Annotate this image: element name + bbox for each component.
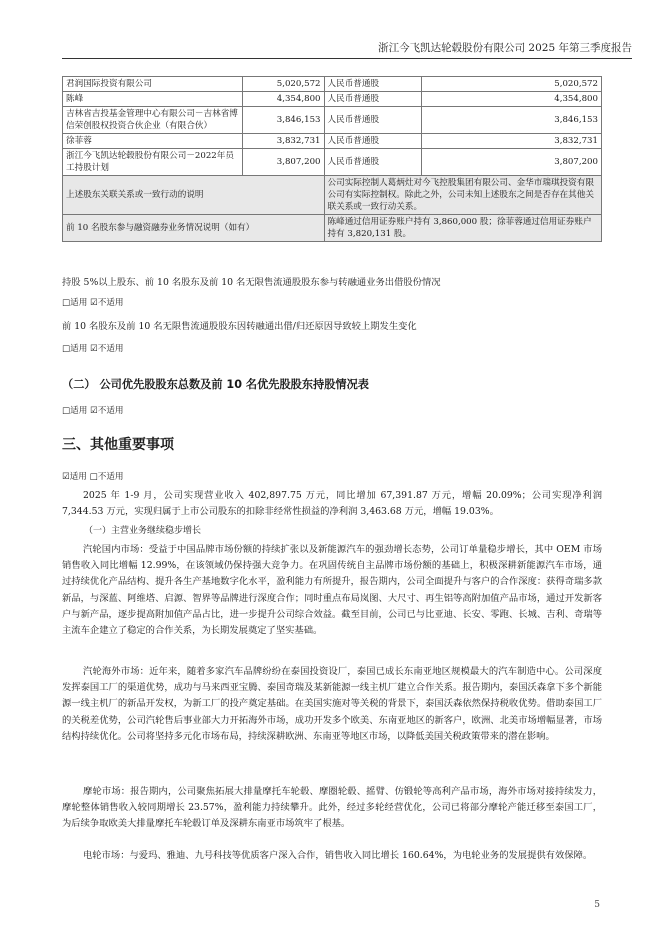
relation-label: 上述股东关联关系或一致行动的说明 (63, 176, 325, 215)
preferred-applicable-mark: □适用 ☑不适用 (62, 406, 124, 416)
share-count: 3,832,731 (422, 134, 602, 149)
share-type: 人民币普通股 (324, 134, 422, 149)
lending-applicable-mark: □适用 ☑不适用 (62, 298, 124, 308)
table-row (63, 149, 602, 176)
table-row (63, 92, 602, 107)
change-applicable-mark: □适用 ☑不适用 (62, 344, 124, 354)
holder-name: 浙江今飞凯达轮毂股份有限公司－2022年员工持股计划 (63, 149, 243, 176)
holder-name: 陈峰 (63, 92, 243, 107)
page-header: 浙江今飞凯达轮毂股份有限公司 2025 年第三季度报告 (62, 40, 632, 59)
holder-name: 吉林省吉投基金管理中心有限公司－吉林省博信荣创股权投资合伙企业（有限合伙） (63, 107, 243, 134)
revenue-paragraph: 2025 年 1-9 月，公司实现营业收入 402,897.75 万元，同比增加 67,391.87 万元，增幅 20.09%；公司实现净利润 7,344.53 万元，实现归属于上市公司股东的扣除非经常性损益的净利润 3,463.68 万元，增幅 19.03%。 (62, 490, 602, 518)
share-type: 人民币普通股 (324, 149, 422, 176)
e-wheel-paragraph: 电轮市场：与爱玛、雅迪、九号科技等优质客户深入合作，销售收入同比增长 160.64%，为电轮业务的发展提供有效保障。 (83, 850, 593, 861)
relation-text: 公司实际控制人葛炳灶对今飞控股集团有限公司、金华市瑞琪投资有限公司有实际控制权。除此之外，公司未知上述股东之间是否存在其他关联关系或一致行动关系。 (324, 176, 601, 215)
other-matters-heading: 三、其他重要事项 (62, 437, 174, 453)
change-text: 前 10 名股东及前 10 名无限售流通股股东因转融通出借/归还原因导致较上期发生变化 (62, 321, 417, 332)
relation-row (63, 176, 602, 215)
holder-name: 君润国际投资有限公司 (63, 77, 243, 92)
margin-text: 陈峰通过信用证券账户持有 3,860,000 股；徐菲蓉通过信用证券账户持有 3,820,131 股。 (324, 215, 601, 242)
lending-text: 持股 5%以上股东、前 10 名股东及前 10 名无限售流通股股东参与转融通业务出借股份情况 (62, 277, 441, 288)
margin-row (63, 215, 602, 242)
holder-shares: 3,807,200 (242, 149, 324, 176)
holder-shares: 3,832,731 (242, 134, 324, 149)
table-row (63, 107, 602, 134)
share-count: 3,846,153 (422, 107, 602, 134)
other-applicable-mark: ☑适用 □不适用 (62, 472, 124, 482)
share-count: 4,354,800 (422, 92, 602, 107)
holder-shares: 4,354,800 (242, 92, 324, 107)
domestic-market-paragraph: 汽轮国内市场：受益于中国品牌市场份额的持续扩张以及新能源汽车的强劲增长态势，公司订单量稳步增长，其中 OEM 市场销售收入同比增幅 12.99%，在该领域仍保持强大竞争力。在巩固传统自主品牌市场份额的基础上，积极深耕新能源汽车市场，通过持续优化产品结构、提升各生产基地数字化水平，盈利能力有所提升，报告期内，公司全面提升与客户的合作深度：获得奇瑞多款新品，与深蓝、阿维塔、启源、智界等品牌进行深度合作；同时重点布局岚图、大尺寸、再生铝等高附加值产品市场，通过开发新客户与新产品，逐步提高附加值产品占比，进一步提升公司综合效益。截至目前，公司已与比亚迪、长安、零跑、长城、吉利、奇瑞等主流车企建立了稳定的合作关系，为长期发展奠定了坚实基础。 (62, 544, 602, 637)
motorcycle-wheel-paragraph: 摩轮市场：报告期内，公司聚焦拓展大排量摩托车轮毂、摩圈轮毂、摇臂、仿锻轮等高利产品市场，海外市场对接持续发力，摩轮整体销售收入较同期增长 23.57%，盈利能力持续攀升。此外，经过多轮经营优化，公司已将部分摩轮产能迁移至泰国工厂，为后续争取欧美大排量摩托车轮毂订单及深耕东南亚市场筑牢了根基。 (62, 786, 602, 830)
margin-label: 前 10 名股东参与融资融券业务情况说明（如有） (63, 215, 325, 242)
page-number: 5 (594, 900, 600, 910)
table-row (63, 134, 602, 149)
preferred-section-title: （二） 公司优先股股东总数及前 10 名优先股股东持股情况表 (62, 378, 369, 391)
share-type: 人民币普通股 (324, 92, 422, 107)
share-type: 人民币普通股 (324, 107, 422, 134)
overseas-market-paragraph: 汽轮海外市场：近年来，随着多家汽车品牌纷纷在泰国投资设厂，泰国已成长东南亚地区规模最大的汽车制造中心。公司深度发挥泰国工厂的渠道优势，成功与马来西亚宝腾、泰国奇瑞及某新能源一线主机厂建立合作关系。报告期内，泰国沃森拿下多个新能源一线主机厂的新品开发权，为新工厂的投产奠定基础。在美国实施对等关税的背景下，泰国沃森依然保持税收优势。借助泰国工厂的关税差优势，公司汽轮售后事业部大力开拓海外市场，成功开发多个欧美、东南亚地区的新客户，欧洲、北美市场增幅显著，市场结构持续优化。公司将坚持多元化市场布局，持续深耕欧洲、东南亚等地区市场，以降低美国关税政策带来的潜在影响。 (62, 666, 602, 742)
share-type: 人民币普通股 (324, 77, 422, 92)
shareholders-table (62, 76, 602, 242)
holder-shares: 3,846,153 (242, 107, 324, 134)
share-count: 3,807,200 (422, 149, 602, 176)
share-count: 5,020,572 (422, 77, 602, 92)
table-row (63, 77, 602, 92)
holder-shares: 5,020,572 (242, 77, 324, 92)
holder-name: 徐菲蓉 (63, 134, 243, 149)
subsection-heading: （一）主营业务继续稳步增长 (84, 526, 202, 536)
